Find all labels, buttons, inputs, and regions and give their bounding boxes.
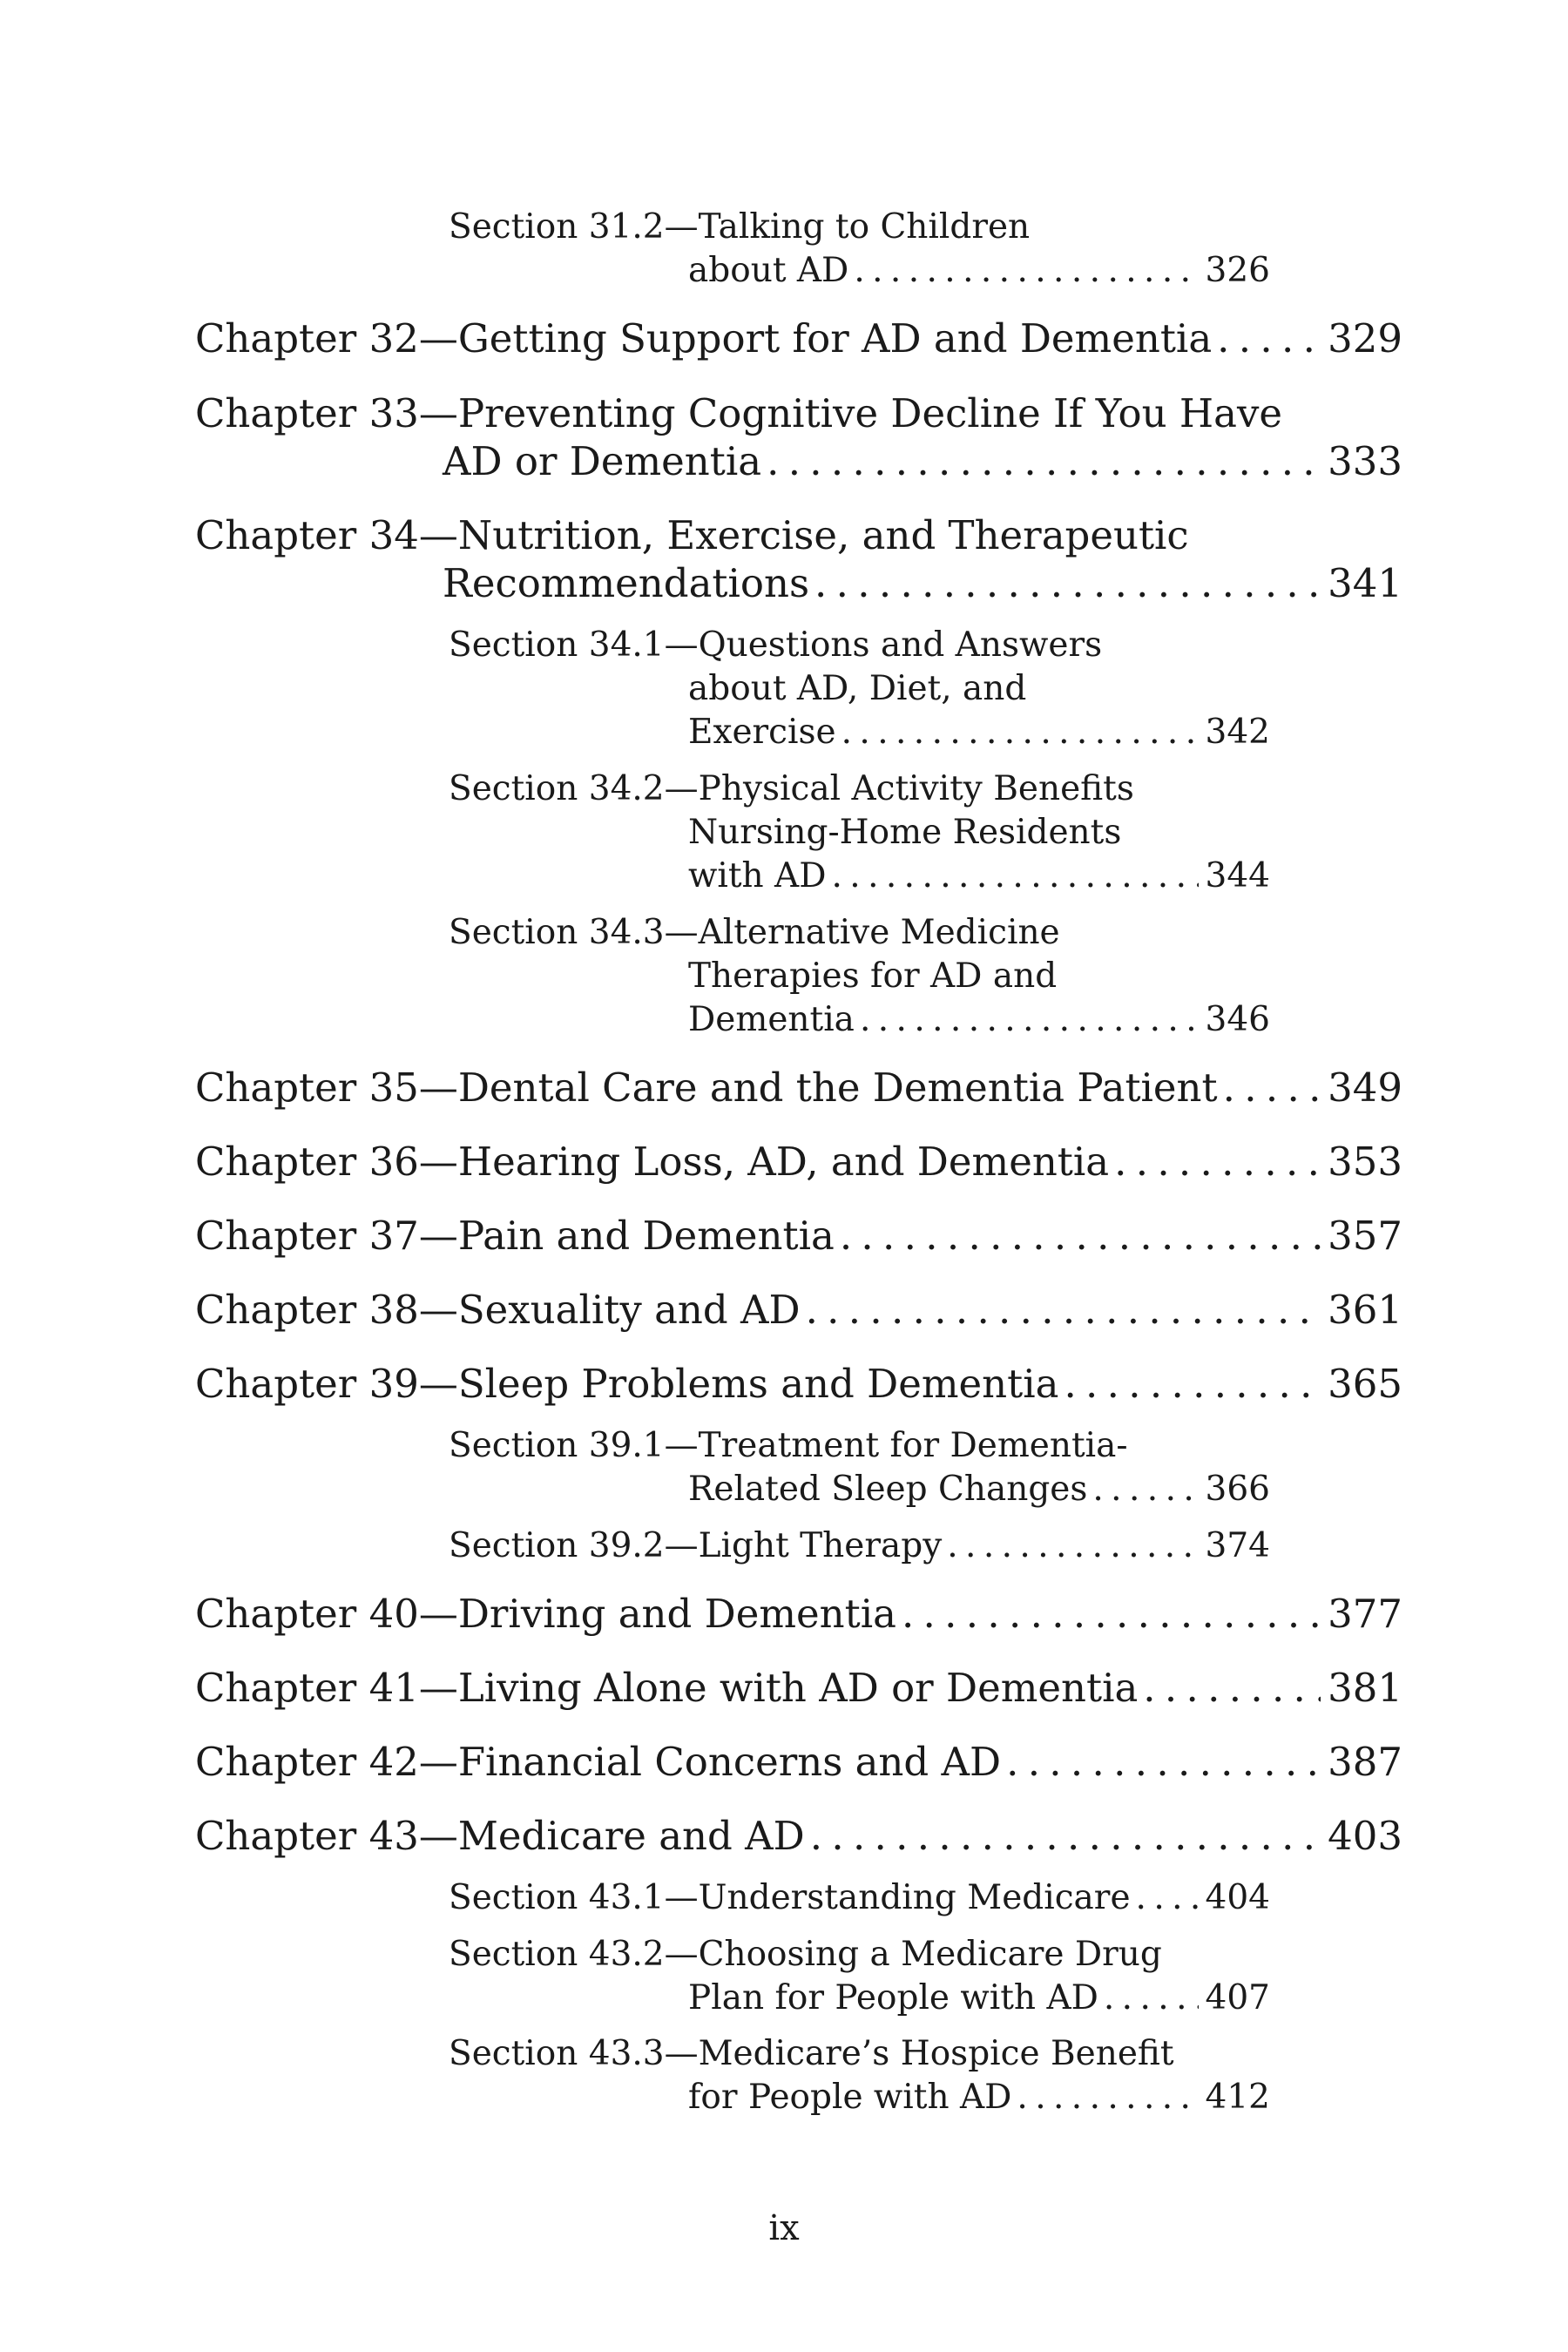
toc-chapter-33[interactable]	[443, 438, 1402, 484]
toc-section-34-3[interactable]	[688, 1000, 1270, 1039]
toc-section-31-2-heading: Section 31.2—Talking to Children	[449, 207, 1031, 247]
toc-section-39-1[interactable]	[688, 1470, 1270, 1509]
toc-entry-title: with AD	[688, 856, 827, 896]
toc-entry-title: Related Sleep Changes	[688, 1470, 1088, 1509]
toc-entry-title: Section 43.1—Understanding Medicare	[449, 1878, 1131, 1917]
toc-section-34-1-line2: about AD, Diet, and	[688, 669, 1027, 708]
toc-chapter-39[interactable]	[195, 1361, 1402, 1407]
toc-entry-title: about AD	[688, 251, 849, 290]
dot-leader	[1114, 1139, 1321, 1185]
dot-leader	[814, 560, 1321, 606]
toc-page-number: 326	[1205, 251, 1270, 290]
dot-leader	[1006, 1739, 1321, 1785]
dot-leader	[1217, 315, 1321, 362]
dot-leader	[1092, 1470, 1198, 1509]
toc-section-34-3-line2: Therapies for AD and	[688, 956, 1058, 996]
dot-leader	[831, 856, 1198, 896]
toc-page-number: 346	[1205, 1000, 1270, 1039]
dot-leader	[1064, 1361, 1321, 1407]
dot-leader	[806, 1287, 1321, 1333]
toc-chapter-43[interactable]	[195, 1813, 1402, 1859]
toc-page-number: 333	[1328, 438, 1402, 484]
toc-section-34-2-line2: Nursing-Home Residents	[688, 813, 1122, 852]
toc-page-number: 353	[1328, 1139, 1402, 1185]
toc-entry-title: Chapter 43—Medicare and AD	[195, 1813, 805, 1859]
toc-entry-title: Dementia	[688, 1000, 855, 1039]
toc-section-34-2-heading: Section 34.2—Physical Activity Benefits	[449, 769, 1134, 808]
dot-leader	[810, 1813, 1321, 1859]
toc-section-39-2[interactable]	[449, 1526, 1270, 1565]
toc-entry-title: Chapter 35—Dental Care and the Dementia Patient	[195, 1064, 1218, 1111]
toc-entry-title: Chapter 39—Sleep Problems and Dementia	[195, 1361, 1059, 1407]
toc-section-43-3[interactable]	[688, 2078, 1270, 2117]
toc-chapter-35[interactable]	[195, 1064, 1402, 1111]
toc-entry-title: AD or Dementia	[443, 438, 762, 484]
toc-page-number: 374	[1205, 1526, 1270, 1565]
toc-chapter-41[interactable]	[195, 1665, 1402, 1711]
toc-section-34-2[interactable]	[688, 856, 1270, 896]
dot-leader	[854, 251, 1198, 290]
dot-leader	[767, 438, 1321, 484]
toc-page-number: 377	[1328, 1591, 1402, 1637]
toc-page-number: 361	[1328, 1287, 1402, 1333]
toc-section-43-2[interactable]	[688, 1978, 1270, 2017]
toc-entry-title: Chapter 40—Driving and Dementia	[195, 1591, 896, 1637]
toc-section-43-3-heading: Section 43.3—Medicare’s Hospice Benefit	[449, 2034, 1174, 2073]
toc-section-31-2[interactable]	[688, 251, 1270, 290]
toc-page-number: 412	[1205, 2078, 1270, 2117]
toc-chapter-37[interactable]	[195, 1213, 1402, 1259]
toc-section-39-1-heading: Section 39.1—Treatment for Dementia-	[449, 1426, 1128, 1465]
toc-entry-title: Exercise	[688, 713, 836, 752]
toc-page-number: 404	[1205, 1878, 1270, 1917]
toc-entry-title: for People with AD	[688, 2078, 1012, 2117]
toc-page-number: 329	[1328, 315, 1402, 362]
toc-page-number: 387	[1328, 1739, 1402, 1785]
dot-leader	[860, 1000, 1199, 1039]
dot-leader	[1104, 1978, 1199, 2017]
dot-leader	[1017, 2078, 1198, 2117]
toc-page-number: 344	[1205, 856, 1270, 896]
toc-page-number: 349	[1328, 1064, 1402, 1111]
toc-entry-title: Plan for People with AD	[688, 1978, 1098, 2017]
dot-leader	[1143, 1665, 1321, 1711]
dot-leader	[1136, 1878, 1199, 1917]
toc-chapter-42[interactable]	[195, 1739, 1402, 1785]
toc-chapter-38[interactable]	[195, 1287, 1402, 1333]
toc-section-43-2-heading: Section 43.2—Choosing a Medicare Drug	[449, 1935, 1162, 1974]
toc-entry-title: Chapter 36—Hearing Loss, AD, and Dementia	[195, 1139, 1110, 1185]
toc-chapter-40[interactable]	[195, 1591, 1402, 1637]
toc-page-number: 341	[1328, 560, 1402, 606]
toc-chapter-34-heading: Chapter 34—Nutrition, Exercise, and Therapeutic	[195, 512, 1189, 558]
toc-section-34-3-heading: Section 34.3—Alternative Medicine	[449, 913, 1060, 952]
toc-chapter-34[interactable]	[443, 560, 1402, 606]
toc-section-34-1[interactable]	[688, 713, 1270, 752]
toc-page-number: 407	[1205, 1978, 1270, 2017]
dot-leader	[947, 1526, 1198, 1565]
dot-leader	[840, 1213, 1321, 1259]
toc-chapter-33-heading: Chapter 33—Preventing Cognitive Decline If You Have	[195, 390, 1283, 436]
toc-entry-title: Section 39.2—Light Therapy	[449, 1526, 943, 1565]
toc-page-number: 403	[1328, 1813, 1402, 1859]
toc-page-number: 366	[1205, 1470, 1270, 1509]
dot-leader	[841, 713, 1199, 752]
page-folio: ix	[768, 2208, 800, 2248]
dot-leader	[1223, 1064, 1321, 1111]
toc-page-number: 357	[1328, 1213, 1402, 1259]
toc-entry-title: Recommendations	[443, 560, 810, 606]
toc-section-43-1[interactable]	[449, 1878, 1270, 1917]
toc-entry-title: Chapter 41—Living Alone with AD or Dementia	[195, 1665, 1139, 1711]
toc-page-number: 365	[1328, 1361, 1402, 1407]
toc-entry-title: Chapter 32—Getting Support for AD and Dementia	[195, 315, 1213, 362]
toc-page-number: 342	[1205, 713, 1270, 752]
toc-entry-title: Chapter 38—Sexuality and AD	[195, 1287, 801, 1333]
toc-entry-title: Chapter 37—Pain and Dementia	[195, 1213, 835, 1259]
toc-chapter-32[interactable]	[195, 315, 1402, 362]
toc-page-number: 381	[1328, 1665, 1402, 1711]
toc-entry-title: Chapter 42—Financial Concerns and AD	[195, 1739, 1002, 1785]
toc-section-34-1-heading: Section 34.1—Questions and Answers	[449, 625, 1103, 665]
toc-chapter-36[interactable]	[195, 1139, 1402, 1185]
dot-leader	[902, 1591, 1321, 1637]
